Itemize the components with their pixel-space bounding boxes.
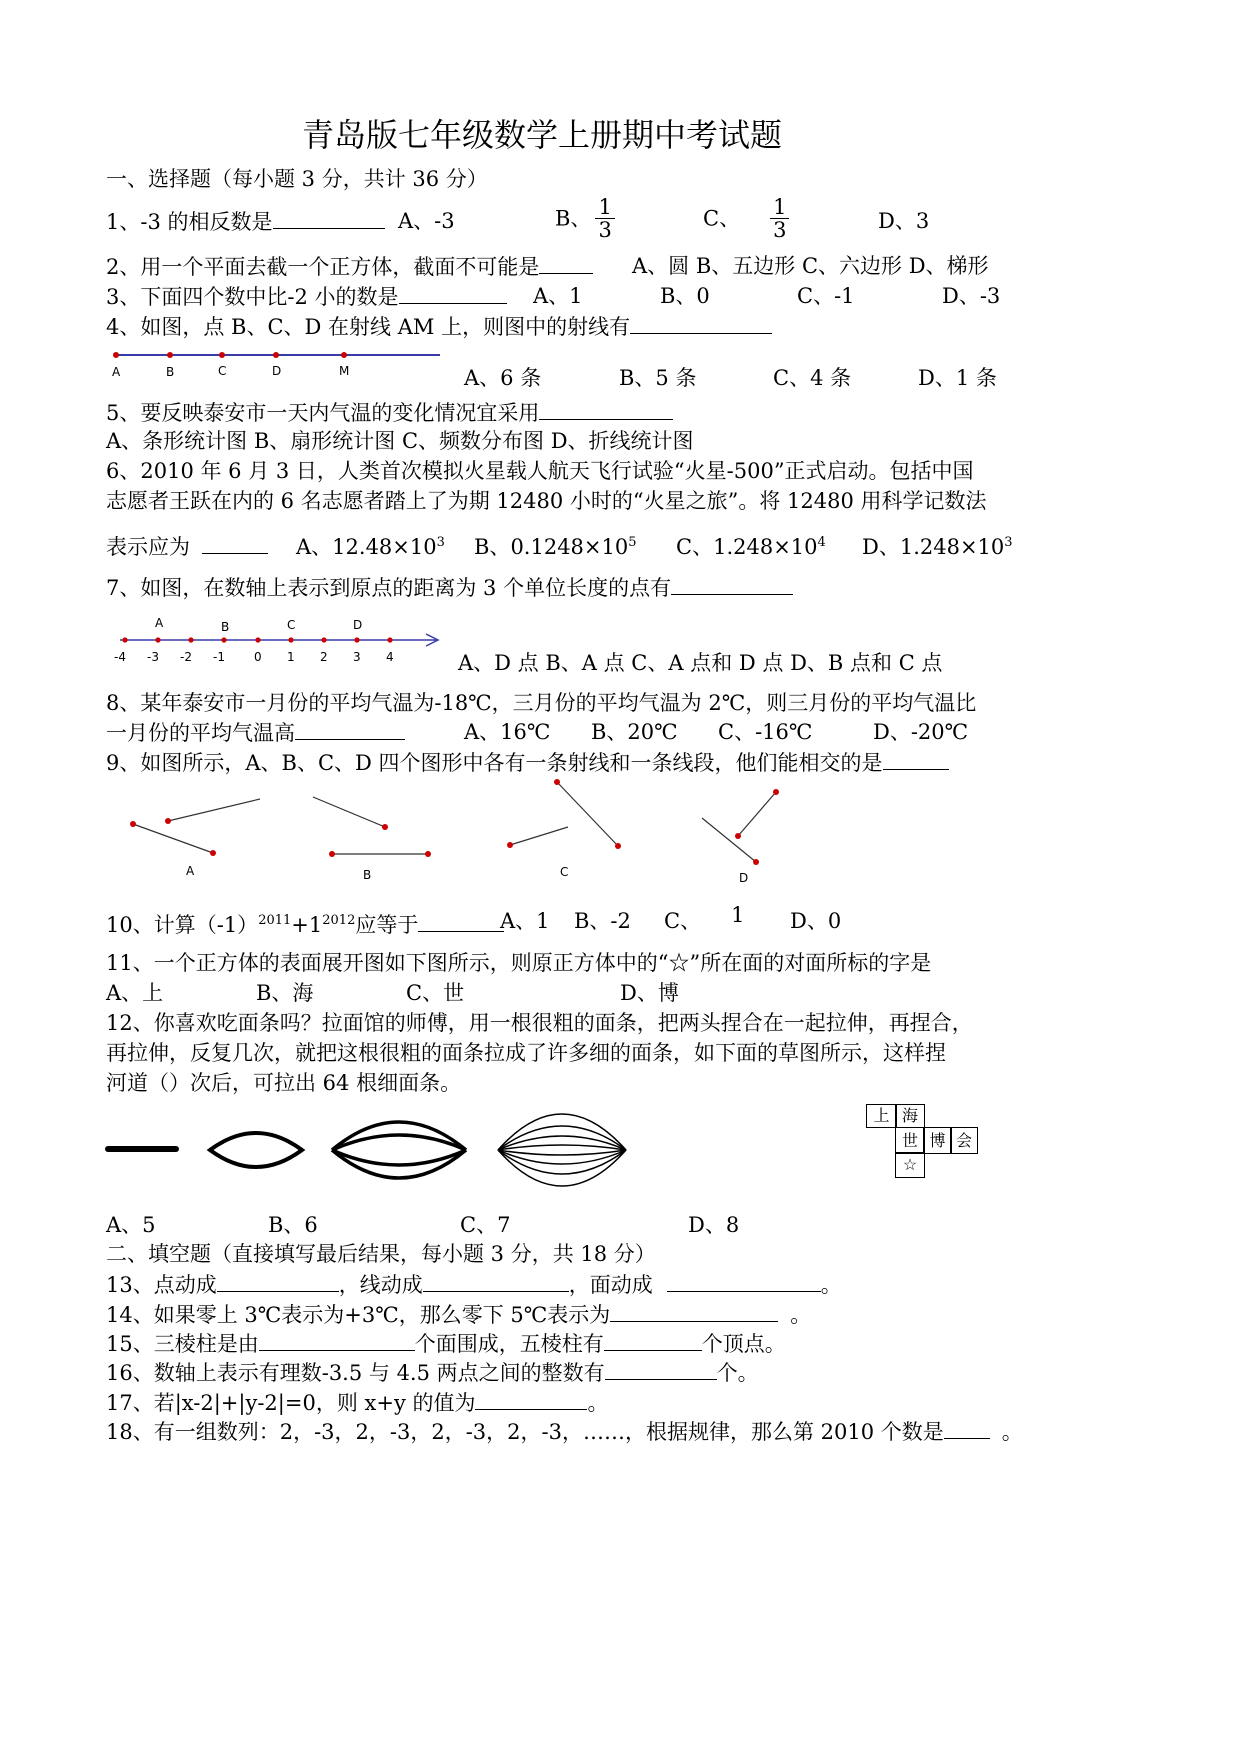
q7-point-d: D bbox=[353, 618, 363, 632]
q4-label-c: C bbox=[218, 364, 227, 378]
net-cell: 世 bbox=[895, 1127, 925, 1154]
q7-answer-blank[interactable] bbox=[671, 574, 793, 595]
q7-tick: 1 bbox=[287, 650, 295, 664]
q9-label-c: C bbox=[560, 865, 569, 879]
q13-blank-1[interactable] bbox=[217, 1271, 339, 1292]
q7-point-a: A bbox=[155, 616, 164, 630]
q7-tick: -1 bbox=[213, 650, 225, 664]
q3-option-a: A、1 bbox=[533, 284, 583, 308]
q7-point-b: B bbox=[221, 620, 230, 634]
q12-option-a: A、5 bbox=[106, 1213, 156, 1237]
q4-label-m: M bbox=[339, 364, 350, 378]
q7-tick: -3 bbox=[147, 650, 159, 664]
q6-line-2: 志愿者王跃在内的 6 名志愿者踏上了为期 12480 小时的“火星之旅”。将 12480 用科学记数法 bbox=[106, 489, 987, 513]
q7-stem: 7、如图，在数轴上表示到原点的距离为 3 个单位长度的点有 bbox=[106, 574, 793, 601]
q4-option-a: A、6 条 bbox=[464, 366, 542, 390]
net-cell: 上 bbox=[866, 1104, 897, 1128]
net-cell: 博 bbox=[923, 1127, 952, 1154]
q8-line-1: 8、某年泰安市一月份的平均气温为-18℃，三月份的平均气温为 2℃，则三月份的平均气温比 bbox=[106, 691, 977, 715]
q8-line-2: 一月份的平均气温高 bbox=[106, 719, 405, 746]
q8-answer-blank[interactable] bbox=[295, 719, 405, 740]
q9-label-b: B bbox=[363, 868, 372, 882]
q13-blank-2[interactable] bbox=[423, 1271, 569, 1292]
q6-line-3: 表示应为 bbox=[106, 533, 268, 560]
q3-stem: 3、下面四个数中比-2 小的数是 bbox=[106, 283, 507, 310]
q7-tick: -2 bbox=[180, 650, 192, 664]
page-title: 青岛版七年级数学上册期中考试题 bbox=[302, 116, 783, 154]
q1-option-a: A、-3 bbox=[398, 209, 455, 233]
q7-number-line-figure bbox=[112, 612, 444, 668]
q3-option-c: C、-1 bbox=[797, 284, 855, 308]
q10-option-d: D、0 bbox=[790, 909, 842, 933]
q7-tick: 0 bbox=[254, 650, 262, 664]
q6-line-1: 6、2010 年 6 月 3 日，人类首次模拟火星载人航天飞行试验“火星-500”正式启动。包括中国 bbox=[106, 459, 974, 483]
q18: 18、有一组数列：2，-3，2，-3，2，-3，2，-3，……，根据规律，那么第 2010 个数是 。 bbox=[106, 1420, 1023, 1444]
q1-option-b: B、 $\frac{1}{3}$ bbox=[555, 196, 619, 241]
q12-noodle-figures bbox=[104, 1096, 634, 1204]
q15: 15、三棱柱是由 个面围成，五棱柱有 个顶点。 bbox=[106, 1332, 786, 1356]
net-cell: 会 bbox=[950, 1127, 978, 1154]
q11-cube-net bbox=[866, 1104, 978, 1178]
q4-label-b: B bbox=[166, 365, 175, 379]
q12-line-3: 河道（）次后，可拉出 64 根细面条。 bbox=[106, 1071, 462, 1095]
q8-option-a: A、16℃ bbox=[464, 720, 551, 744]
q14: 14、如果零上 3℃表示为+3℃，那么零下 5℃表示为 。 bbox=[106, 1303, 812, 1327]
q9-stem: 9、如图所示，A、B、C、D 四个图形中各有一条射线和一条线段，他们能相交的是 bbox=[106, 749, 949, 776]
q6-option-c: C、$1.248\times 10^4$ bbox=[676, 535, 826, 559]
net-cell: 海 bbox=[895, 1104, 925, 1128]
q4-stem: 4、如图，点 B、C、D 在射线 AM 上，则图中的射线有 bbox=[106, 313, 772, 340]
q8-option-d: D、-20℃ bbox=[873, 720, 969, 744]
q8-option-b: B、20℃ bbox=[591, 720, 678, 744]
q11-option-a: A、上 bbox=[106, 981, 164, 1005]
q9-answer-blank[interactable] bbox=[883, 749, 949, 770]
q17-blank[interactable] bbox=[475, 1389, 587, 1410]
q1-stem: 1、-3 的相反数是 bbox=[106, 208, 385, 235]
q7-tick: 4 bbox=[386, 650, 394, 664]
q9-label-a: A bbox=[186, 864, 195, 878]
q3-answer-blank[interactable] bbox=[399, 283, 507, 304]
q12-line-2: 再拉伸，反复几次，就把这根很粗的面条拉成了许多细的面条，如下面的草图所示，这样捏 bbox=[106, 1041, 946, 1065]
q10-option-c: C、 1 bbox=[664, 903, 745, 933]
net-cell-star: ☆ bbox=[895, 1152, 925, 1178]
q11-stem: 11、一个正方体的表面展开图如下图所示，则原正方体中的“☆”所在面的对面所标的字是 bbox=[106, 951, 932, 975]
q9-figures bbox=[120, 776, 800, 894]
q14-blank[interactable] bbox=[610, 1301, 778, 1322]
q1-option-d: D、3 bbox=[878, 209, 930, 233]
q6-option-a: A、$12.48\times 10^3$ bbox=[296, 535, 445, 559]
q16-blank[interactable] bbox=[605, 1359, 717, 1380]
q6-option-b: B、$0.1248\times 10^5$ bbox=[474, 535, 637, 559]
q11-option-b: B、海 bbox=[256, 981, 314, 1005]
q10-stem: 10、计算$(-1)^{2011}+1^{2012}$应等于 bbox=[106, 908, 504, 938]
q4-label-a: A bbox=[112, 365, 121, 379]
section-2-header: 二、填空题（直接填写最后结果，每小题 3 分，共 18 分） bbox=[106, 1242, 656, 1266]
q12-option-b: B、6 bbox=[268, 1213, 318, 1237]
q4-answer-blank[interactable] bbox=[630, 313, 772, 334]
q5-answer-blank[interactable] bbox=[539, 399, 673, 420]
q15-blank-2[interactable] bbox=[604, 1330, 702, 1351]
q6-answer-blank[interactable] bbox=[202, 533, 268, 554]
q7-tick: 2 bbox=[320, 650, 328, 664]
q1-option-c: C、 $\frac{1}{3}$ bbox=[703, 196, 793, 241]
q4-option-c: C、4 条 bbox=[773, 366, 852, 390]
q6-option-d: D、$1.248\times 10^3$ bbox=[862, 535, 1013, 559]
q16: 16、数轴上表示有理数-3.5 与 4.5 两点之间的整数有 个。 bbox=[106, 1361, 759, 1385]
q5-stem: 5、要反映泰安市一天内气温的变化情况宜采用 bbox=[106, 399, 673, 426]
q12-option-c: C、7 bbox=[460, 1213, 511, 1237]
q12-line-1: 12、你喜欢吃面条吗？拉面馆的师傅，用一根很粗的面条，把两头捏合在一起拉伸，再捏合， bbox=[106, 1011, 973, 1035]
q7-tick: 3 bbox=[353, 650, 361, 664]
q4-ray-figure bbox=[108, 346, 448, 382]
q9-label-d: D bbox=[739, 871, 749, 885]
q12-option-d: D、8 bbox=[688, 1213, 740, 1237]
q2-stem: 2、用一个平面去截一个正方体，截面不可能是 bbox=[106, 253, 593, 280]
q1-answer-blank[interactable] bbox=[273, 208, 385, 229]
q13-blank-3[interactable] bbox=[667, 1271, 821, 1292]
q10-option-a: A、1 bbox=[500, 909, 550, 933]
q7-options: A、D 点 B、A 点 C、A 点和 D 点 D、B 点和 C 点 bbox=[458, 651, 943, 675]
q4-option-d: D、1 条 bbox=[918, 366, 997, 390]
q7-tick: -4 bbox=[114, 650, 126, 664]
q18-blank[interactable] bbox=[944, 1418, 990, 1439]
q11-option-c: C、世 bbox=[406, 981, 465, 1005]
q11-option-d: D、博 bbox=[620, 981, 679, 1005]
q10-answer-blank[interactable] bbox=[418, 911, 504, 932]
q2-options: A、圆 B、五边形 C、六边形 D、梯形 bbox=[632, 254, 989, 278]
q13: 13、点动成 ，线动成 ，面动成 。 bbox=[106, 1273, 842, 1297]
q2-answer-blank[interactable] bbox=[539, 253, 593, 274]
q8-option-c: C、-16℃ bbox=[718, 720, 813, 744]
q4-label-d: D bbox=[272, 364, 282, 378]
q3-option-b: B、0 bbox=[660, 284, 710, 308]
q15-blank-1[interactable] bbox=[259, 1330, 415, 1351]
section-1-header: 一、选择题（每小题 3 分，共计 36 分） bbox=[106, 167, 488, 191]
q4-option-b: B、5 条 bbox=[619, 366, 697, 390]
q10-option-b: B、-2 bbox=[574, 909, 631, 933]
q5-options: A、条形统计图 B、扇形统计图 C、频数分布图 D、折线统计图 bbox=[106, 429, 694, 453]
q7-point-c: C bbox=[287, 618, 296, 632]
q17: 17、若|x-2|+|y-2|=0，则 x+y 的值为 。 bbox=[106, 1391, 609, 1415]
q3-option-d: D、-3 bbox=[942, 284, 1001, 308]
